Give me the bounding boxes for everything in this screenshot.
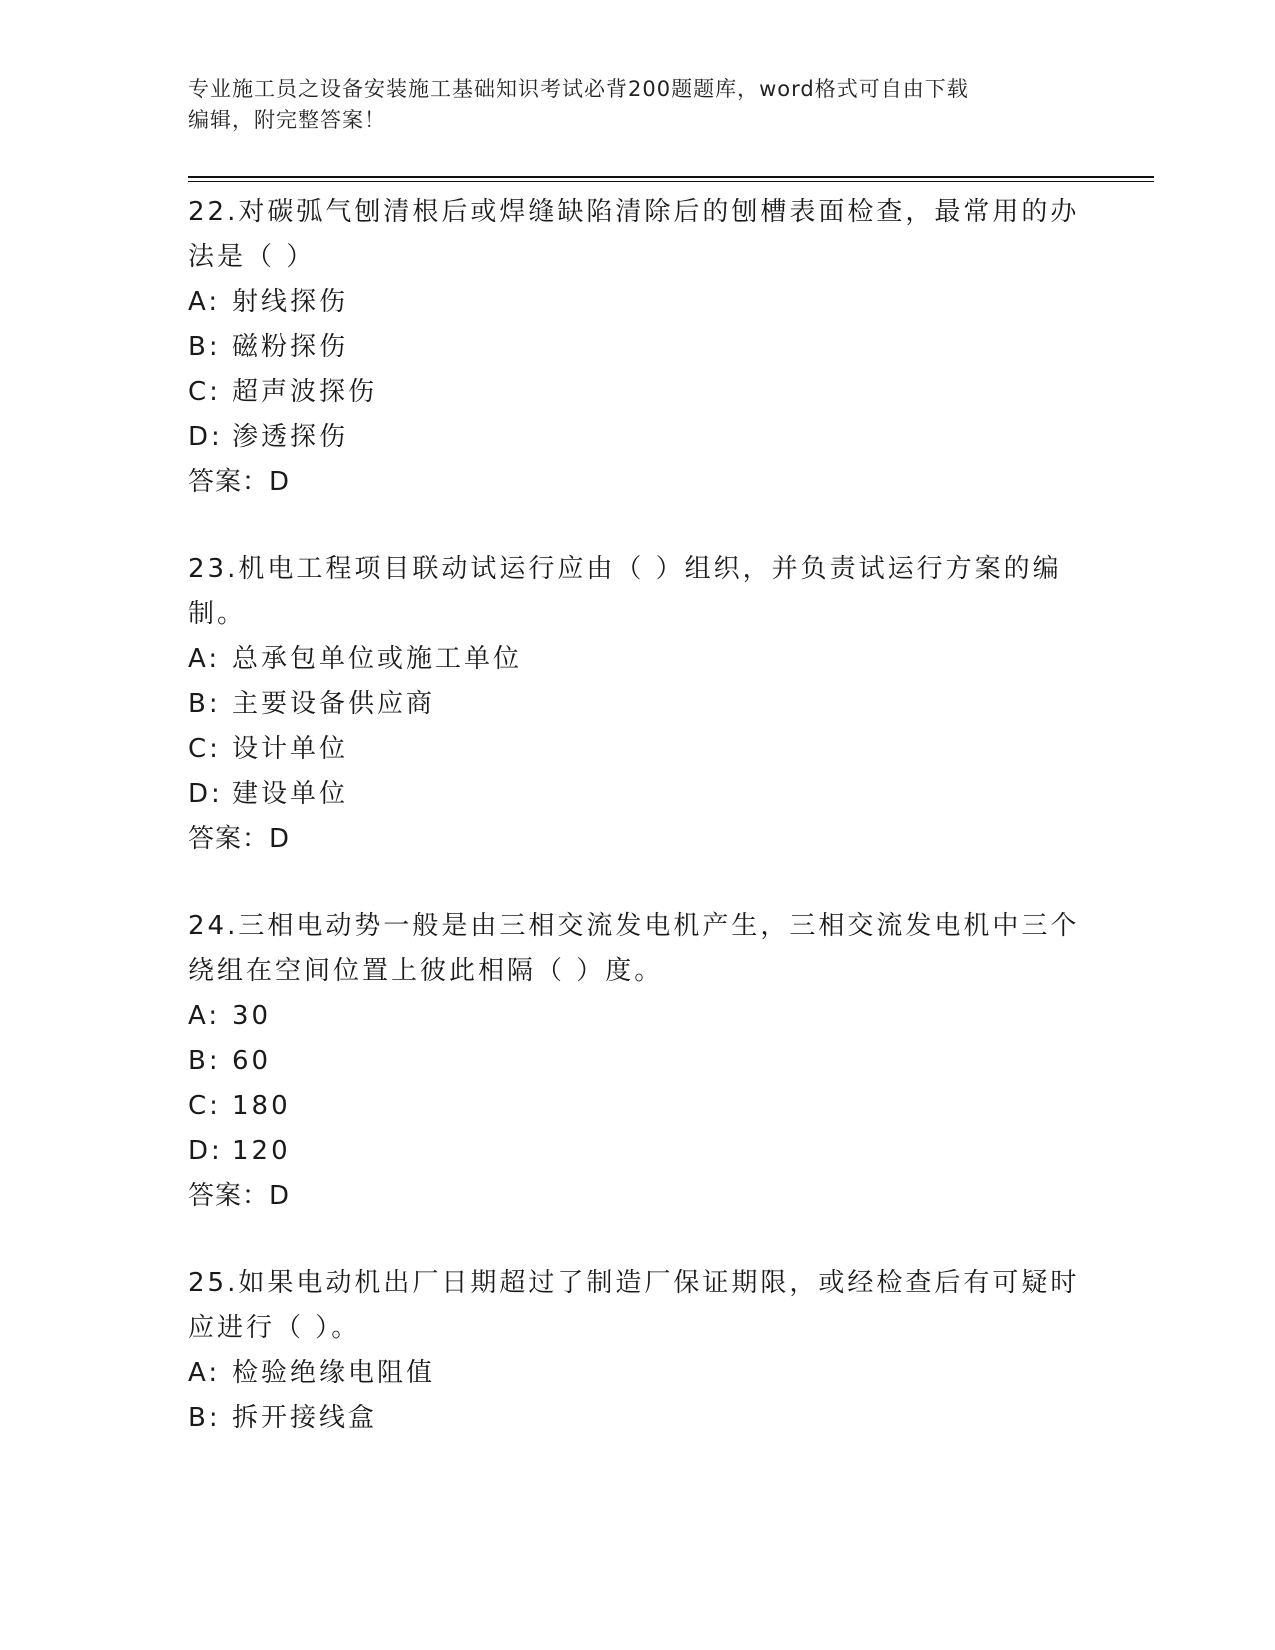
option-text: 拆开接线盒: [232, 1403, 378, 1433]
question-22: [188, 190, 1088, 505]
header-rule-thin: [188, 181, 1154, 182]
option-a: [188, 1351, 1088, 1396]
question-stem-line-1: 25.如果电动机出厂日期超过了制造厂保证期限，或经检查后有可疑时: [188, 1268, 1080, 1298]
question-stem-line-2: 绕组在空间位置上彼此相隔（ ）度。: [188, 956, 664, 986]
document-header: [188, 74, 1068, 136]
option-letter: A:: [188, 287, 221, 317]
option-text: 射线探伤: [232, 287, 349, 317]
option-d: [188, 772, 1088, 817]
answer-line: 答案：D: [188, 824, 291, 854]
option-letter: C:: [188, 1091, 221, 1121]
option-letter: B:: [188, 689, 221, 719]
question-24: [188, 904, 1088, 1219]
option-letter: A:: [188, 1001, 221, 1031]
option-b: [188, 325, 1088, 370]
question-stem-line-1: 22.对碳弧气刨清根后或焊缝缺陷清除后的刨槽表面检查，最常用的办: [188, 197, 1080, 227]
option-c: [188, 727, 1088, 772]
question-stem-line-1: 23.机电工程项目联动试运行应由（ ）组织，并负责试运行方案的编: [188, 554, 1062, 584]
question-25: [188, 1261, 1088, 1441]
header-line-2: 编辑，附完整答案！: [188, 108, 386, 132]
option-d: [188, 1129, 1088, 1174]
answer-line: 答案：D: [188, 1181, 291, 1211]
question-stem-line-2: 应进行（ ）。: [188, 1313, 361, 1343]
option-b: [188, 1039, 1088, 1084]
option-text: 180: [232, 1091, 291, 1121]
option-letter: B:: [188, 1403, 221, 1433]
question-stem-line-1: 24.三相电动势一般是由三相交流发电机产生，三相交流发电机中三个: [188, 911, 1080, 941]
option-letter: D:: [188, 1136, 223, 1166]
option-letter: C:: [188, 377, 221, 407]
option-letter: B:: [188, 1046, 221, 1076]
option-a: [188, 637, 1088, 682]
question-list: [188, 190, 1088, 1483]
option-text: 渗透探伤: [232, 422, 349, 452]
option-b: [188, 1396, 1088, 1441]
option-text: 磁粉探伤: [232, 332, 349, 362]
option-a: [188, 280, 1088, 325]
option-text: 主要设备供应商: [232, 689, 436, 719]
option-text: 120: [232, 1136, 291, 1166]
option-text: 总承包单位或施工单位: [232, 644, 523, 674]
option-letter: C:: [188, 734, 221, 764]
option-text: 检验绝缘电阻值: [232, 1358, 436, 1388]
answer-line: 答案：D: [188, 467, 291, 497]
option-letter: D:: [188, 779, 223, 809]
option-b: [188, 682, 1088, 727]
option-letter: A:: [188, 644, 221, 674]
option-text: 超声波探伤: [232, 377, 378, 407]
option-text: 60: [232, 1046, 272, 1076]
option-c: [188, 1084, 1088, 1129]
option-letter: B:: [188, 332, 221, 362]
question-stem-line-2: 制。: [188, 599, 247, 629]
header-rule-thick: [188, 176, 1154, 178]
option-text: 设计单位: [232, 734, 349, 764]
option-c: [188, 370, 1088, 415]
question-stem-line-2: 法是（ ）: [188, 242, 316, 272]
question-23: [188, 547, 1088, 862]
option-text: 30: [232, 1001, 272, 1031]
header-line-1: 专业施工员之设备安装施工基础知识考试必背200题题库，word格式可自由下载: [188, 77, 969, 101]
option-letter: A:: [188, 1358, 221, 1388]
option-letter: D:: [188, 422, 223, 452]
option-a: [188, 994, 1088, 1039]
option-text: 建设单位: [232, 779, 349, 809]
option-d: [188, 415, 1088, 460]
